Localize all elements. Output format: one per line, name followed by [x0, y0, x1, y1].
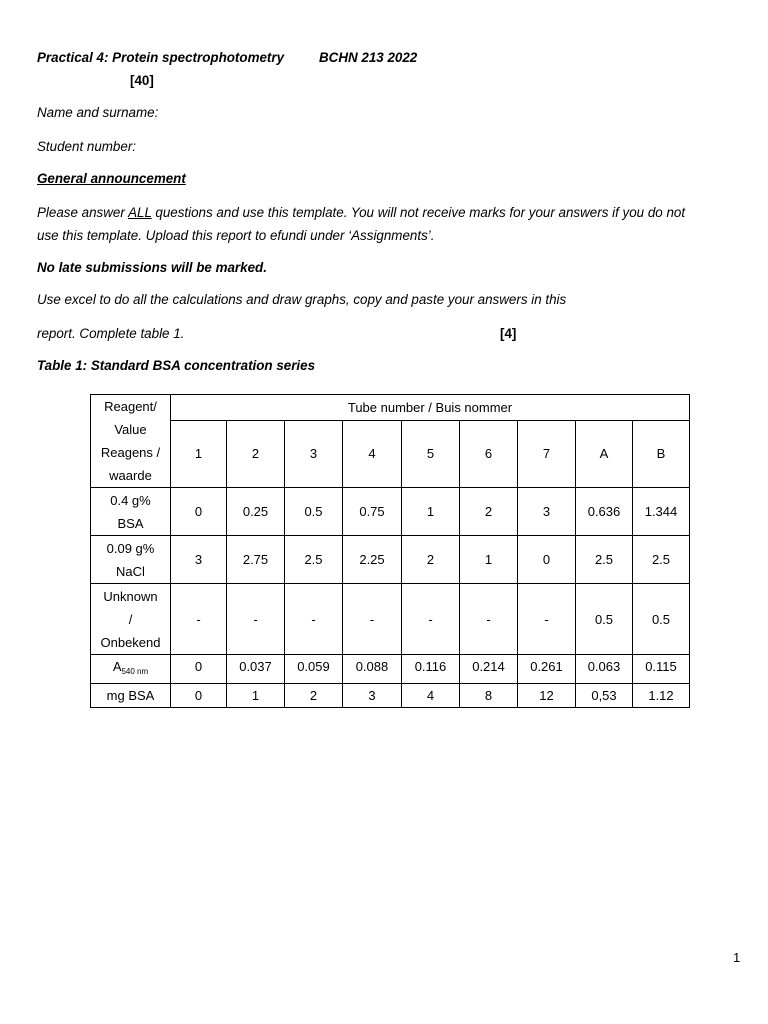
header-label-line: Reagens / — [100, 445, 161, 460]
tube-numbers-row — [91, 420, 690, 487]
table-cell: 2.5 — [285, 536, 343, 584]
header-label-line: waarde — [109, 468, 152, 483]
excel-instruction-line2: report. Complete table 1. — [37, 326, 185, 341]
bsa-concentration-table — [90, 394, 690, 708]
row-label-nacl — [91, 536, 171, 584]
announcement-heading: General announcement — [37, 171, 186, 186]
table-cell: - — [402, 584, 460, 655]
table-cell: 0.75 — [343, 488, 402, 536]
table-cell: 2.5 — [576, 536, 633, 584]
absorbance-symbol: A — [112, 659, 122, 674]
tube-number-cell: B — [633, 420, 690, 487]
row-label-absorbance — [91, 655, 171, 684]
instructions-text: questions and use this template. You will not receive marks for your answers if you do not — [151, 205, 686, 220]
table-cell: 0.261 — [518, 655, 576, 684]
row-header-label — [91, 395, 171, 488]
tube-number-cell: 1 — [171, 420, 227, 487]
row-label-line: 0.09 g% — [106, 540, 155, 556]
table-cell: 1.344 — [633, 488, 690, 536]
table-cell: 2.25 — [343, 536, 402, 584]
course-code: BCHN 213 2022 — [319, 50, 418, 65]
header-label-line: Value — [114, 422, 147, 437]
question-marks: [4] — [500, 326, 517, 341]
table-cell: 0,53 — [576, 684, 633, 708]
table-cell: 0 — [518, 536, 576, 584]
table-cell: 4 — [402, 684, 460, 708]
tube-number-cell: 3 — [285, 420, 343, 487]
table-cell: 1 — [402, 488, 460, 536]
table-cell: 0.115 — [633, 655, 690, 684]
table-cell: 0 — [171, 684, 227, 708]
table-cell: - — [343, 584, 402, 655]
instructions-paragraph-line2: use this template. Upload this report to efundi under ‘Assignments’. — [37, 228, 435, 243]
row-label-line: NaCl — [116, 563, 145, 579]
table-cell: 12 — [518, 684, 576, 708]
page-number: 1 — [733, 950, 741, 965]
table-cell: 3 — [518, 488, 576, 536]
table-cell: 3 — [343, 684, 402, 708]
instructions-paragraph-line1 — [37, 205, 685, 220]
header-label-line: Reagent/ — [104, 399, 157, 414]
table-cell: 0.116 — [402, 655, 460, 684]
table-cell: - — [227, 584, 285, 655]
table-cell: 2 — [402, 536, 460, 584]
tube-number-cell: 2 — [227, 420, 285, 487]
table-cell: 1 — [227, 684, 285, 708]
table-cell: 0.25 — [227, 488, 285, 536]
table-cell: 8 — [460, 684, 518, 708]
table-cell: 2 — [285, 684, 343, 708]
row-label-bsa — [91, 488, 171, 536]
table-cell: 1 — [460, 536, 518, 584]
row-label-line: BSA — [117, 515, 144, 531]
name-field-label: Name and surname: — [37, 105, 159, 120]
tube-number-cell: 7 — [518, 420, 576, 487]
instructions-text: Please answer — [37, 205, 129, 220]
row-label-line: 0.4 g% — [110, 492, 151, 508]
row-label-line: Onbekend — [100, 634, 161, 650]
row-label-line: / — [128, 611, 133, 627]
table-cell: - — [285, 584, 343, 655]
tube-number-header: Tube number / Buis nommer — [171, 395, 690, 421]
table-row — [91, 536, 690, 584]
table-row — [91, 584, 690, 655]
late-submission-notice: No late submissions will be marked. — [37, 260, 267, 275]
row-label-line: Unknown — [103, 588, 158, 604]
tube-number-cell: 4 — [343, 420, 402, 487]
table-row — [91, 488, 690, 536]
excel-instruction-line1: Use excel to do all the calculations and draw graphs, copy and paste your answers in this — [37, 292, 567, 307]
table-cell: 1.12 — [633, 684, 690, 708]
emphasis-all: ALL — [128, 205, 152, 220]
student-number-label: Student number: — [37, 139, 137, 154]
table-cell: 3 — [171, 536, 227, 584]
table-cell: - — [171, 584, 227, 655]
total-marks: [40] — [130, 73, 154, 88]
document-title: Practical 4: Protein spectrophotometry — [37, 50, 285, 65]
table-cell: 0 — [171, 488, 227, 536]
table-cell: 0 — [171, 655, 227, 684]
table-cell: 0.214 — [460, 655, 518, 684]
table-cell: 0.5 — [285, 488, 343, 536]
table-cell: 0.5 — [576, 584, 633, 655]
table-cell: 2.5 — [633, 536, 690, 584]
table-cell: 0.037 — [227, 655, 285, 684]
table-cell: 0.5 — [633, 584, 690, 655]
tube-number-cell: 6 — [460, 420, 518, 487]
table-cell: 0.059 — [285, 655, 343, 684]
table-cell: 0.063 — [576, 655, 633, 684]
table-caption: Table 1: Standard BSA concentration series — [37, 358, 316, 373]
table-cell: - — [460, 584, 518, 655]
table-row — [91, 684, 690, 708]
table-cell: - — [518, 584, 576, 655]
table-cell: 2.75 — [227, 536, 285, 584]
tube-number-cell: 5 — [402, 420, 460, 487]
tube-number-cell: A — [576, 420, 633, 487]
table-cell: 0.088 — [343, 655, 402, 684]
row-label-unknown — [91, 584, 171, 655]
row-label-mg-bsa: mg BSA — [91, 684, 171, 708]
table-cell: 0.636 — [576, 488, 633, 536]
table-cell: 2 — [460, 488, 518, 536]
absorbance-wavelength: 540 nm — [121, 667, 149, 676]
table-row — [91, 655, 690, 684]
table-header-row — [91, 395, 690, 421]
